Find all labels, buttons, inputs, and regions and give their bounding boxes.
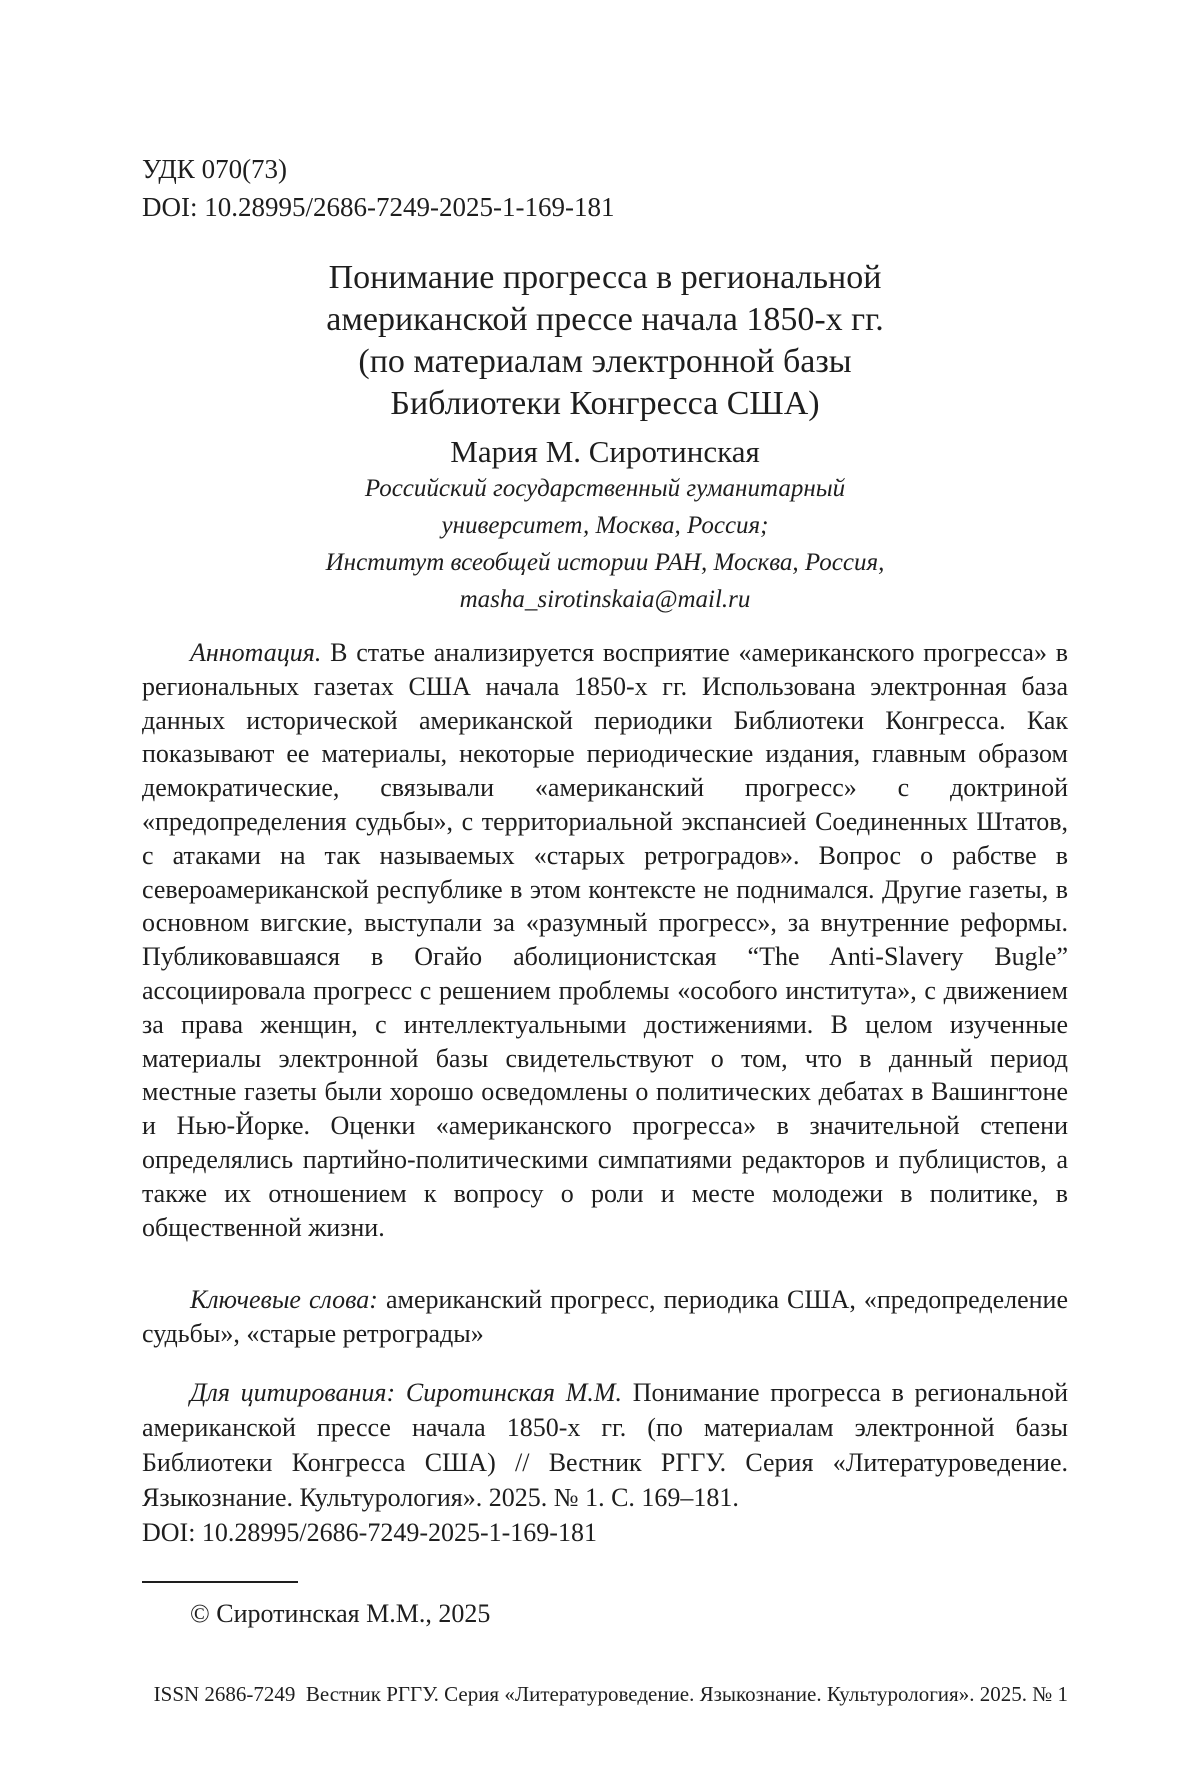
udk-code: УДК 070(73) <box>142 150 614 188</box>
citation-doi: DOI: 10.28995/2686-7249-2025-1-169-181 <box>142 1518 597 1547</box>
abstract <box>142 636 1068 1244</box>
keywords-text: американский прогресс, периодика США, «предопре­деление судьбы», «старые ретрограды» <box>142 1285 1068 1348</box>
title-line: Понимание прогресса в региональной <box>142 257 1068 299</box>
abstract-text: В статье анализируется восприятие «американского прогресса» в региональных газетах США начала 1850-х гг. Использована электронная база данных исторической американской периодики Библио­теки Конгресса. Как показывают ее материалы, некоторые периодические издания, главным образом демократические, связывали «американский прогресс» с доктриной «предопределения судьбы», с территориальной экспансией Соединенных Штатов, с атаками на так называемых «старых ретроградов». Вопрос о рабстве в североамериканской республике в этом контексте не поднимался. Другие газеты, в основном вигские, выступали за «разумный прогресс», за внутренние реформы. Публиковавшаяся в Огайо аболиционистская “The Anti-Slavery Bugle” ассоциировала прогресс с решением проблемы «особого института», с движением за права женщин, с интеллектуальными достижениями. В целом изученные материалы электронной базы свидетельствуют о том, что в данный период местные газеты были хорошо осведомлены о политических дебатах в Вашингтоне и Нью-Йорке. Оценки «американского прогресса» в значительной степени определялись партийно-политическими симпатиями редакторов и пуб­лицистов, а также их отношением к вопросу о роли и месте молодежи в политике, в общественной жизни. <box>142 638 1068 1242</box>
affiliation-line: Российский государственный гуманитарный <box>142 470 1068 507</box>
article-metadata <box>142 150 614 226</box>
footer-journal: Вестник РГГУ. Серия «Литературоведение. Языкознание. Культурология». 2025. № 1 <box>306 1682 1068 1706</box>
citation-label: Для цитирования: Сиротинская М.М. <box>190 1378 622 1407</box>
title-line: (по материалам электронной базы <box>142 341 1068 383</box>
affiliation-line: Институт всеобщей истории РАН, Москва, Россия, <box>142 544 1068 581</box>
author-name: Мария М. Сиротинская <box>142 432 1068 472</box>
citation <box>142 1375 1068 1550</box>
footnote-divider <box>142 1581 298 1583</box>
page-footer <box>142 1680 1068 1708</box>
author-email[interactable]: masha_sirotinskaia@mail.ru <box>142 581 1068 618</box>
affiliation-line: университет, Москва, Россия; <box>142 507 1068 544</box>
footer-issn: ISSN 2686-7249 <box>154 1682 296 1706</box>
journal-page <box>0 0 1200 1780</box>
title-line: Библиотеки Конгресса США) <box>142 383 1068 425</box>
doi-header: DOI: 10.28995/2686-7249-2025-1-169-181 <box>142 188 614 226</box>
copyright-notice: © Сиротинская М.М., 2025 <box>190 1597 490 1631</box>
title-line: американской прессе начала 1850-х гг. <box>142 299 1068 341</box>
abstract-label: Аннотация. <box>190 638 321 667</box>
keywords-label: Ключевые слова: <box>190 1285 378 1314</box>
author-affiliation <box>142 470 1068 618</box>
keywords <box>142 1283 1068 1351</box>
article-title <box>142 257 1068 425</box>
citation-text: Понимание прогресса в регио­нальной американской прессе начала 1850-х гг. (по материалам электрон­ной базы Библиотеки Конгресса США) // Вестник РГГУ. Серия «Ли­тературоведение. Языкознание. Культурология». 2025. № 1. С. 169–181. <box>142 1378 1068 1512</box>
